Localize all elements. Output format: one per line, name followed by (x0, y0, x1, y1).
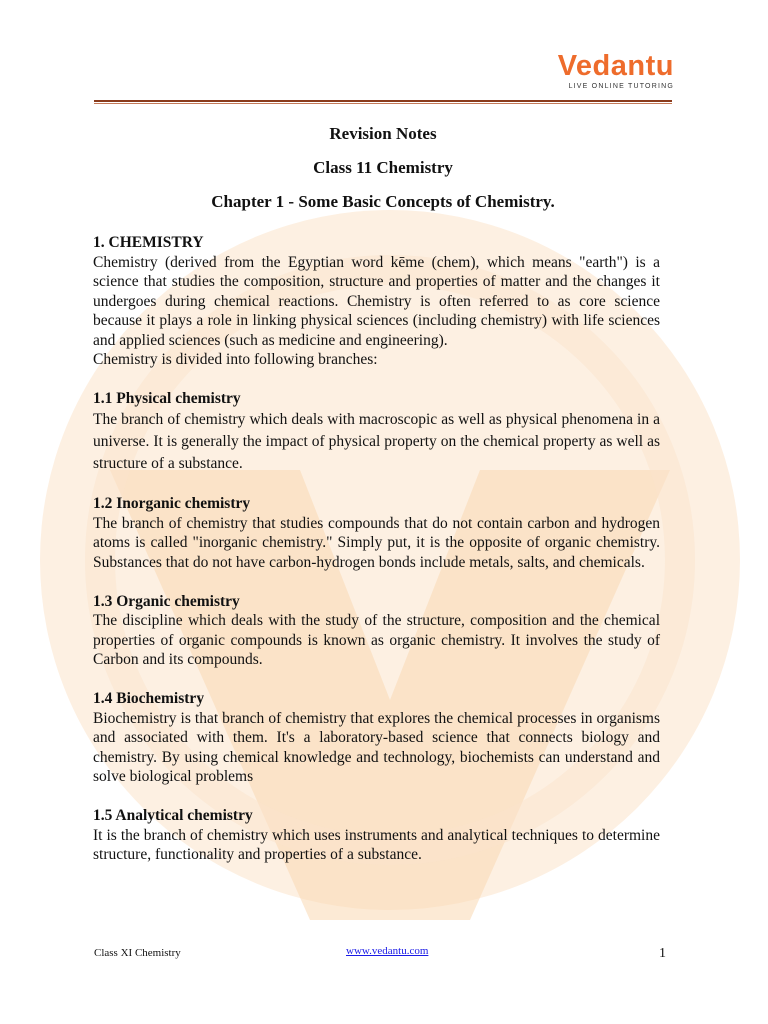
section-paragraph: Chemistry (derived from the Egyptian word kēme (chem), which means "earth") is a science that studies the composition, structure and properties of matter and the changes it undergoes during chemical reactions. Chemistry is often referred to as core science because it plays a role in linking physical sciences (including chemistry) with life sciences and applied sciences (such as medicine and engineering). (93, 253, 660, 349)
section-paragraph: Chemistry is divided into following branches: (93, 351, 378, 368)
logo-tagline: LIVE ONLINE TUTORING (568, 83, 674, 90)
section-paragraph: Biochemistry is that branch of chemistry that explores the chemical processes in organisms and associated with them. It's a laboratory-based science that connects biology and chemistry. By using chemical knowledge and technology, biochemists can understand and solve biological problems (93, 709, 660, 785)
section-physical-chemistry (93, 389, 660, 475)
section-inorganic-chemistry (93, 494, 660, 572)
section-paragraph: It is the branch of chemistry which uses instruments and analytical techniques to determine structure, functionality and properties of a substance. (93, 826, 660, 863)
section-paragraph: The branch of chemistry that studies compounds that do not contain carbon and hydrogen atoms is called "inorganic chemistry." Simply put, it is the opposite of organic chemistry. Substances that do not have carbon-hydrogen bonds include metals, salts, and chemicals. (93, 514, 660, 571)
page-number: 1 (659, 946, 666, 961)
section-heading: 1.2 Inorganic chemistry (93, 495, 251, 512)
document-title: Revision Notes (329, 124, 437, 143)
logo-brand-text: Vedantu (557, 50, 674, 82)
section-chemistry (93, 233, 660, 370)
section-organic-chemistry (93, 592, 660, 670)
section-heading: 1.3 Organic chemistry (93, 592, 240, 610)
footer-class-label: Class XI Chemistry (94, 947, 181, 959)
section-analytical-chemistry (93, 806, 660, 865)
header-divider-thin (94, 103, 672, 104)
document-title-block (94, 124, 672, 226)
section-paragraph: The branch of chemistry which deals with macroscopic as well as physical phenomena in a universe. It is generally the impact of physical property on the chemical property as well as structure of a substance. (93, 410, 660, 472)
class-title: Class 11 Chemistry (313, 158, 453, 177)
vedantu-logo (558, 50, 674, 90)
section-heading: 1. CHEMISTRY (93, 234, 204, 251)
section-heading: 1.4 Biochemistry (93, 690, 205, 707)
section-heading: 1.1 Physical chemistry (93, 390, 241, 407)
chapter-title: Chapter 1 - Some Basic Concepts of Chemistry. (211, 192, 555, 211)
section-biochemistry (93, 689, 660, 787)
section-paragraph: The discipline which deals with the study of the structure, composition and the chemical properties of organic compounds is known as organic chemistry. It involves the study of Carbon and its compounds. (93, 612, 660, 668)
section-heading: 1.5 Analytical chemistry (93, 807, 253, 824)
notes-content (93, 233, 660, 865)
footer-website-link[interactable]: www.vedantu.com (346, 945, 429, 957)
header-divider (94, 100, 672, 102)
